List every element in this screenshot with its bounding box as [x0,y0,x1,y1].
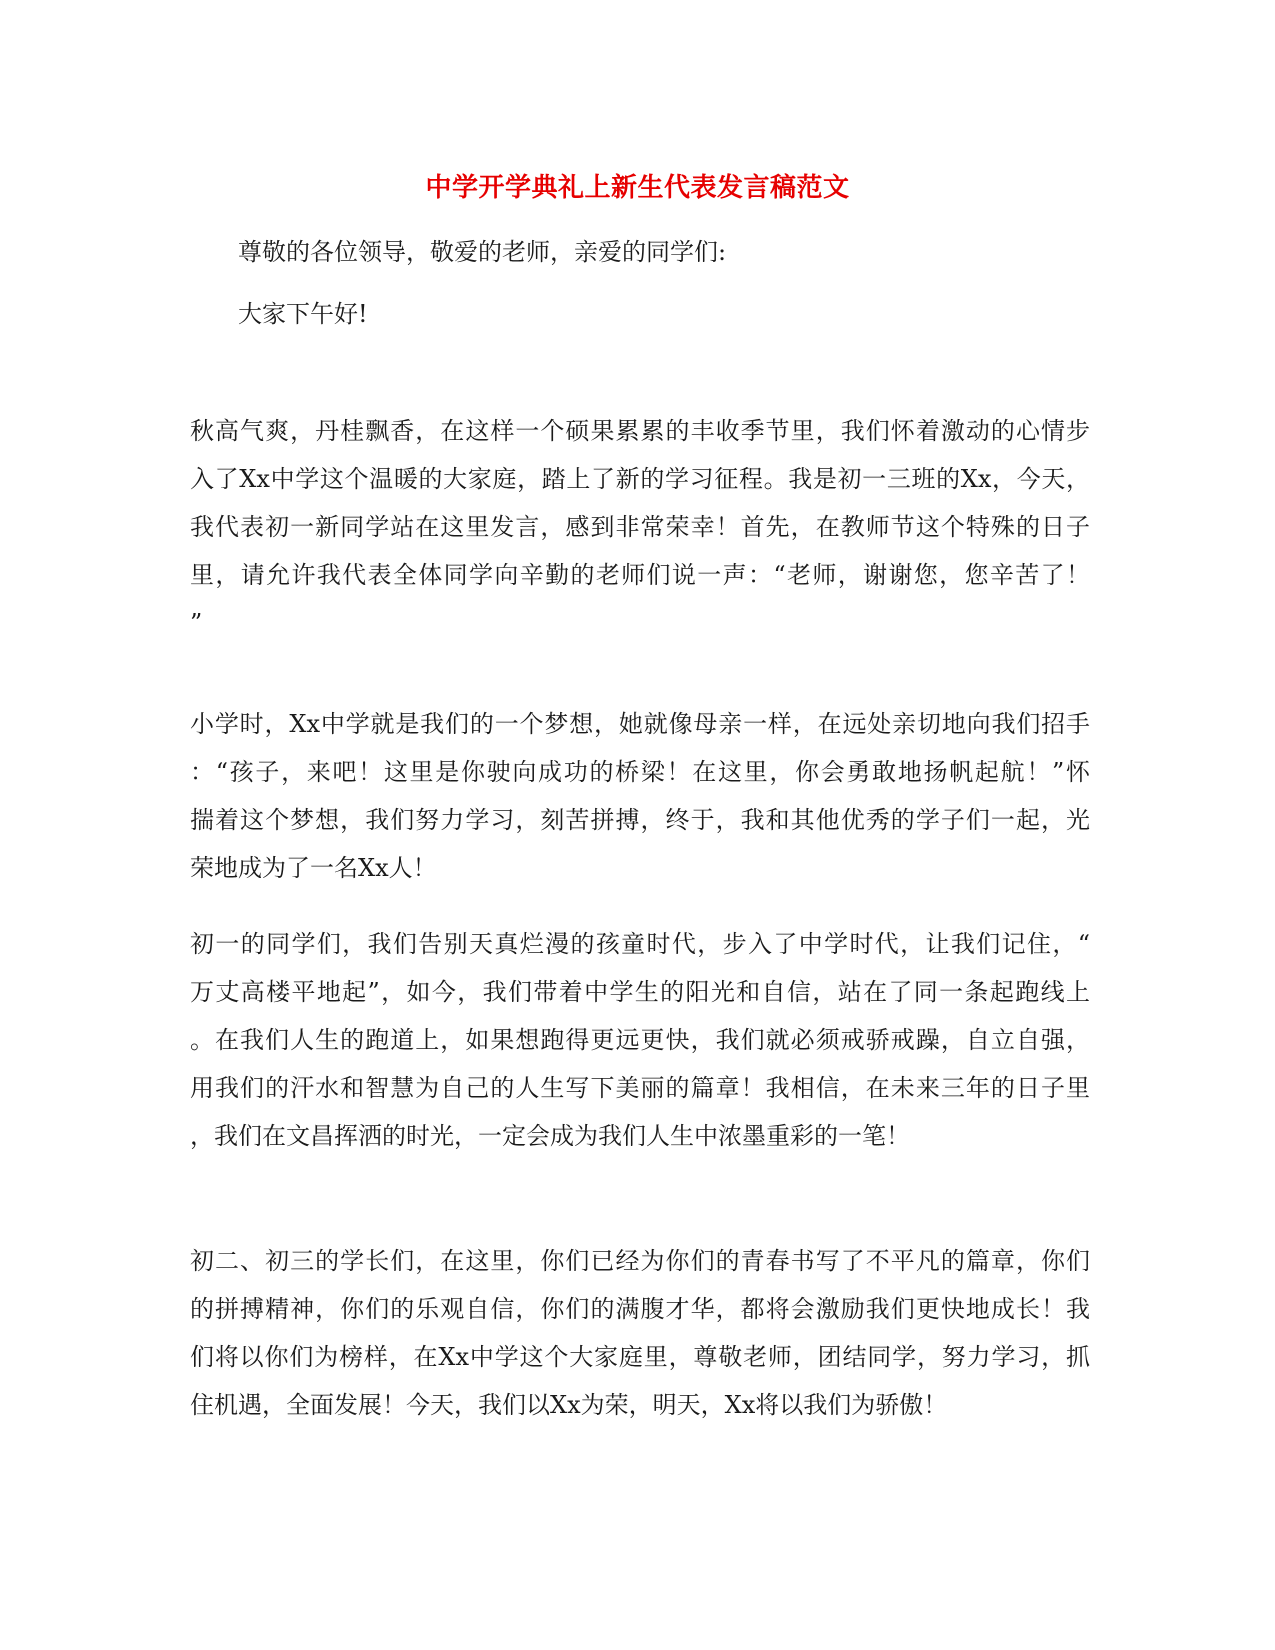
paragraph-line: 揣着这个梦想，我们努力学习，刻苦拼搏，终于，我和其他优秀的学子们一起，光 [190,806,1090,834]
paragraph-line: ” [190,609,203,637]
paragraph-2 [190,700,1090,892]
paragraph-line: 初二、初三的学长们，在这里，你们已经为你们的青春书写了不平凡的篇章，你们 [190,1247,1090,1275]
paragraph-line: 。在我们人生的跑道上，如果想跑得更远更快，我们就必须戒骄戒躁，自立自强， [190,1026,1090,1054]
greeting: 大家下午好! [238,300,368,328]
paragraph-line: 初一的同学们，我们告别天真烂漫的孩童时代，步入了中学时代，让我们记住，“ [190,930,1090,958]
paragraph-line: ：“孩子，来吧！这里是你驶向成功的桥梁！在这里，你会勇敢地扬帆起航！”怀 [190,758,1090,786]
paragraph-3 [190,920,1090,1160]
paragraph-line: 入了Xx中学这个温暖的大家庭，踏上了新的学习征程。我是初一三班的Xx，今天， [190,465,1090,493]
paragraph-line: 万丈高楼平地起”，如今，我们带着中学生的阳光和自信，站在了同一条起跑线上 [190,978,1090,1006]
paragraph-1 [190,407,1090,647]
paragraph-line: 小学时，Xx中学就是我们的一个梦想，她就像母亲一样，在远处亲切地向我们招手 [190,710,1090,738]
paragraph-line: 用我们的汗水和智慧为自己的人生写下美丽的篇章！我相信，在未来三年的日子里 [190,1074,1090,1102]
paragraph-line: 我代表初一新同学站在这里发言，感到非常荣幸！首先，在教师节这个特殊的日子 [190,513,1090,541]
paragraph-line: 的拼搏精神，你们的乐观自信，你们的满腹才华，都将会激励我们更快地成长！我 [190,1295,1090,1323]
salutation: 尊敬的各位领导，敬爱的老师，亲爱的同学们: [238,238,727,266]
paragraph-4 [190,1237,1090,1429]
paragraph-line: 秋高气爽，丹桂飘香，在这样一个硕果累累的丰收季节里，我们怀着激动的心情步 [190,417,1090,445]
paragraph-line: 里，请允许我代表全体同学向辛勤的老师们说一声：“老师，谢谢您，您辛苦了！ [190,561,1090,589]
paragraph-line: ，我们在文昌挥洒的时光，一定会成为我们人生中浓墨重彩的一笔！ [190,1122,910,1150]
paragraph-line: 住机遇，全面发展！今天，我们以Xx为荣，明天，Xx将以我们为骄傲！ [190,1391,948,1419]
paragraph-line: 荣地成为了一名Xx人！ [190,854,437,882]
paragraph-line: 们将以你们为榜样，在Xx中学这个大家庭里，尊敬老师，团结同学，努力学习，抓 [190,1343,1090,1371]
document-title: 中学开学典礼上新生代表发言稿范文 [425,173,850,203]
